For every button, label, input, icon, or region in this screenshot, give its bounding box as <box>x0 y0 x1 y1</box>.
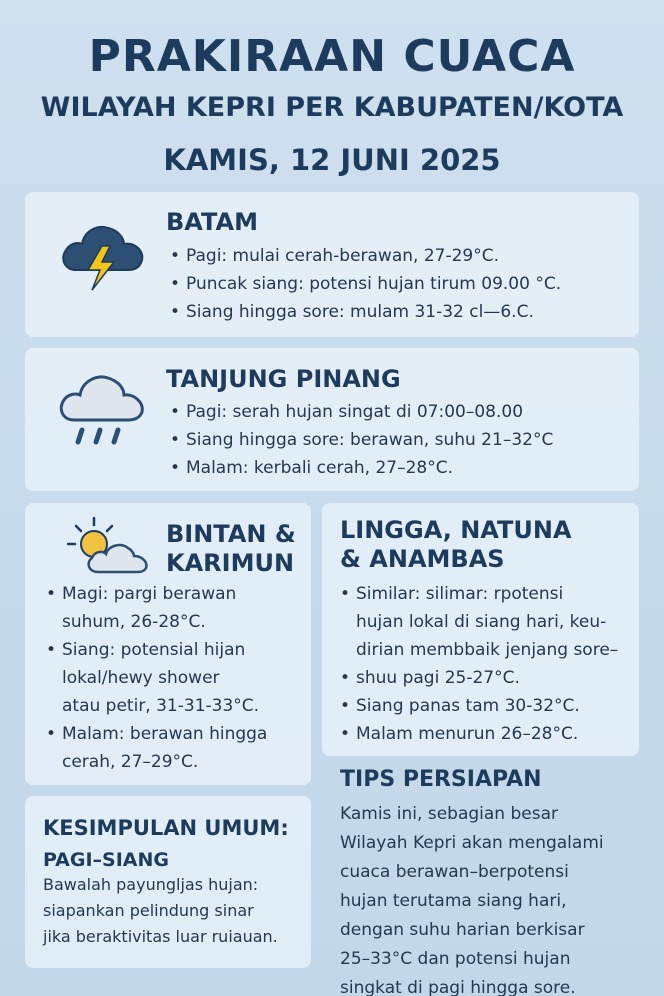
list-item <box>338 664 638 692</box>
list-item: • Pagi: mulai cerah-berawan, 27-29°C. <box>168 242 628 270</box>
batam-forecast-list <box>168 242 628 326</box>
list-item <box>44 580 304 636</box>
list-item: • Siang hingga sore: mulam 31-32 cl—6.C. <box>168 298 628 326</box>
list-item: • Siang hingga sore: berawan, suhu 21–32°C <box>168 426 628 454</box>
list-item-line: • Malam: berawan hingga <box>62 724 268 744</box>
text-line: Kamis ini, sebagian besar <box>340 804 558 824</box>
lingga-forecast-list <box>338 580 638 748</box>
page-subtitle: WILAYAH KEPRI PER KABUPATEN/KOTA <box>40 92 624 123</box>
city-name-lingga-natuna-anambas <box>340 516 572 574</box>
list-item: • Pagi: serah hujan singat di 07:00–08.00 <box>168 398 628 426</box>
list-item <box>338 692 638 720</box>
list-item-line: cerah, 27–29°C. <box>62 752 199 772</box>
list-item-line: • Siang panas tam 30-32°C. <box>356 696 580 716</box>
list-item: • Puncak siang: potensi hujan tirum 09.00 °C. <box>168 270 628 298</box>
list-item-line: • Similar: silimar: rpotensi <box>356 584 564 604</box>
text-line: Wilayah Kepri akan mengalami <box>340 833 604 853</box>
city-name-line: BINTAN & <box>166 520 296 548</box>
tips-title: TIPS PERSIAPAN <box>340 767 542 792</box>
city-name-line: LINGGA, NATUNA <box>340 516 572 544</box>
city-name-batam: BATAM <box>166 208 258 236</box>
kesimpulan-text <box>43 872 308 950</box>
bintan-forecast-list <box>44 580 304 776</box>
text-line: hujan terutama siang hari, <box>340 891 567 911</box>
list-item-line: • shuu pagi 25-27°C. <box>356 668 520 688</box>
text-line: cuaca berawan–berpotensi <box>340 862 569 882</box>
city-name-bintan-karimun <box>166 520 296 578</box>
list-item-line: dirian membbaik jenjang sore– <box>356 640 619 660</box>
partly-cloudy-icon <box>64 516 152 578</box>
list-item <box>44 720 304 776</box>
city-name-line: & ANAMBAS <box>340 545 505 573</box>
text-line: siapankan pelindung sinar <box>43 901 254 920</box>
text-line: jika beraktivitas luar ruiauan. <box>43 927 278 946</box>
list-item-line: • Malam menurun 26–28°C. <box>356 724 579 744</box>
text-line: dengan suhu harian berkisar <box>340 920 585 940</box>
list-item-line: lokal/hewy shower <box>62 668 220 688</box>
list-item-line: • Magi: pargi berawan <box>62 584 237 604</box>
text-line: singkat di pagi hingga sore. <box>340 978 576 996</box>
text-line: 25–33°C dan potensi hujan <box>340 949 571 969</box>
list-item <box>338 580 638 664</box>
list-item: • Malam: kerbali cerah, 27–28°C. <box>168 454 628 482</box>
tips-text <box>340 800 645 996</box>
list-item-line: • Siang: potensial hijan <box>62 640 246 660</box>
kesimpulan-subtitle: PAGI–SIANG <box>43 849 170 871</box>
city-name-tanjung-pinang: TANJUNG PINANG <box>166 365 401 393</box>
list-item-line: hujan lokal di siang hari, keu- <box>356 612 607 632</box>
list-item <box>44 636 304 720</box>
list-item <box>338 720 638 748</box>
list-item-line: atau petir, 31-31-33°C. <box>62 696 260 716</box>
page-title: PRAKIRAAN CUACA <box>88 31 576 82</box>
header <box>0 28 664 182</box>
tanjung-forecast-list <box>168 398 628 482</box>
kesimpulan-title: KESIMPULAN UMUM: <box>43 816 289 840</box>
forecast-date: KAMIS, 12 JUNI 2025 <box>163 143 501 177</box>
text-line: Bawalah payungljas hujan: <box>43 875 259 894</box>
list-item-line: suhum, 26-28°C. <box>62 612 206 632</box>
city-name-line: KARIMUN <box>166 549 295 577</box>
storm-cloud-icon <box>58 212 148 292</box>
rain-cloud-icon <box>56 368 148 448</box>
